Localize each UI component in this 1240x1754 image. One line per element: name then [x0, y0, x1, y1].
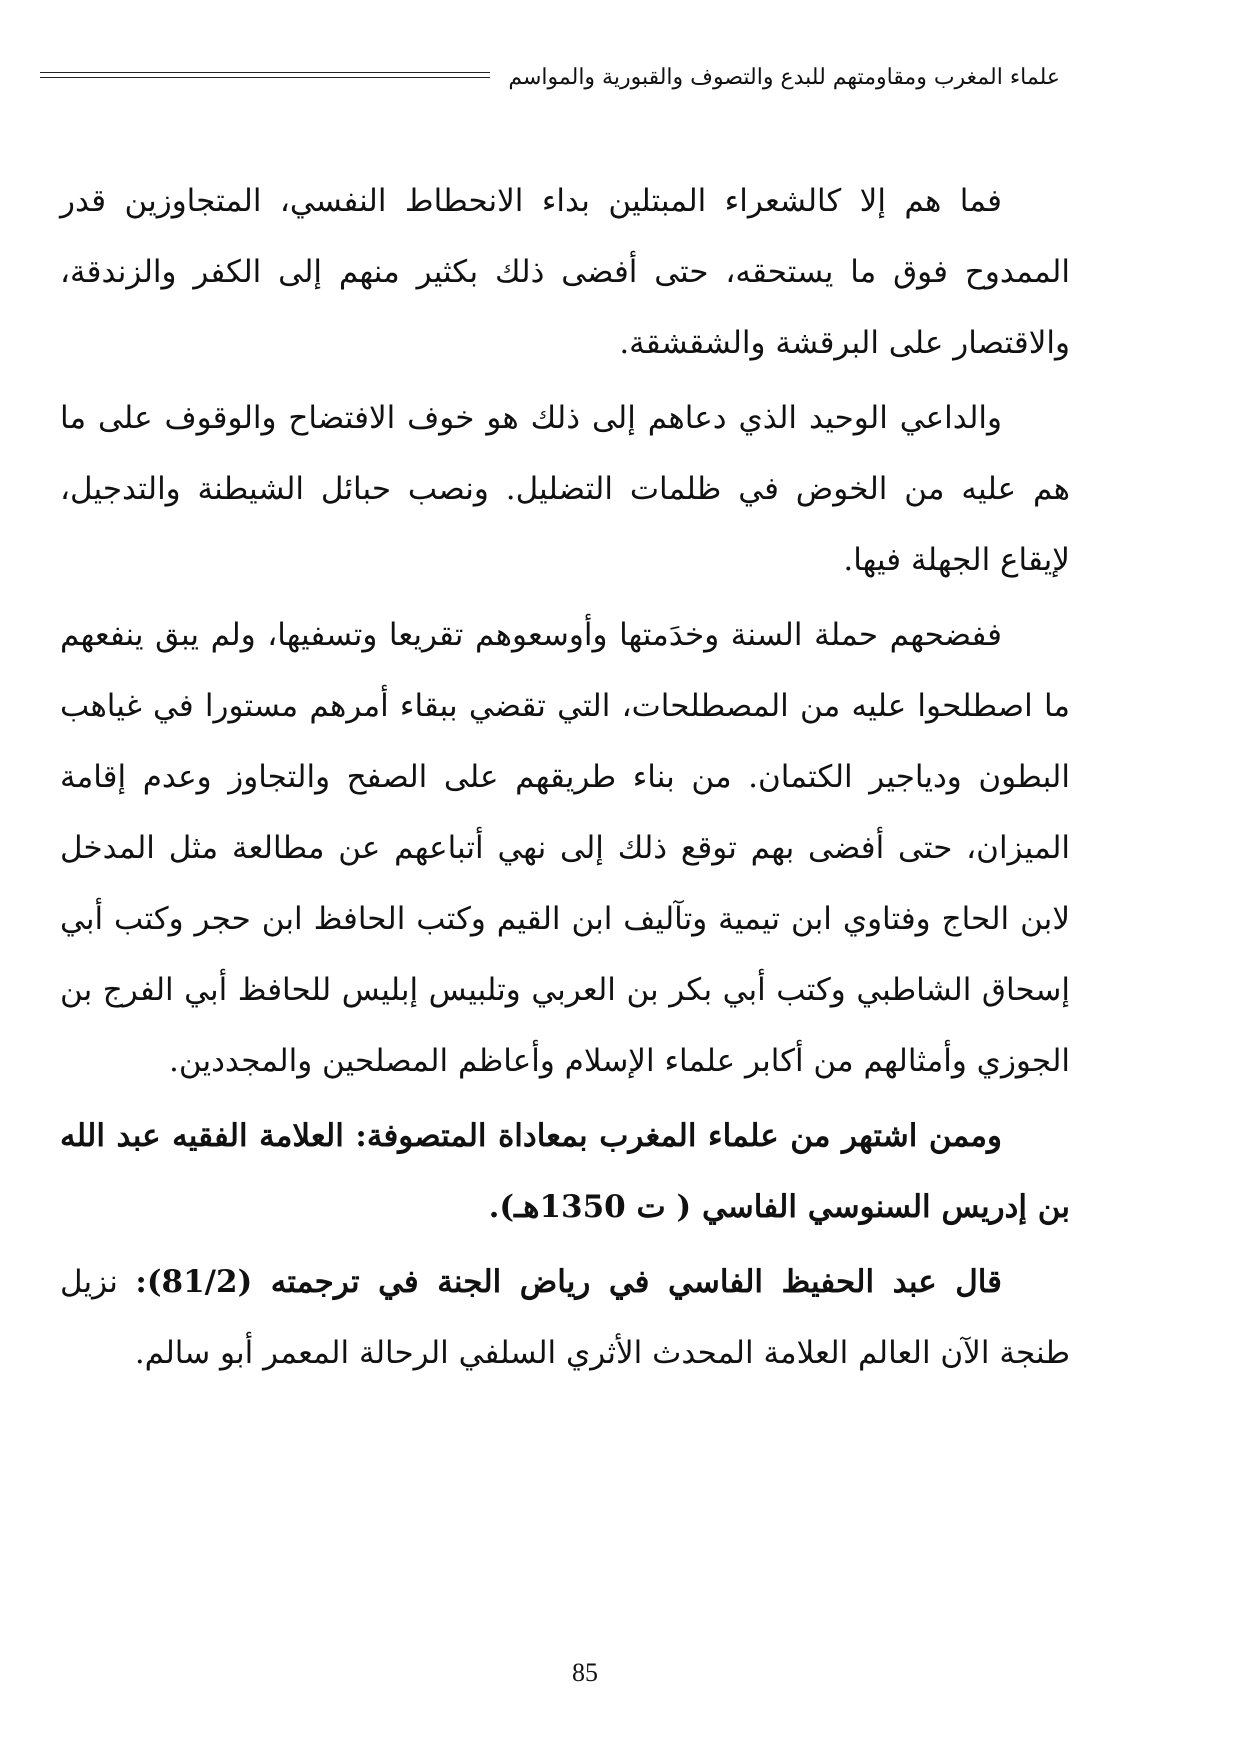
quote-source: قال عبد الحفيظ الفاسي في رياض الجنة في ترجمته (81/2): [135, 1264, 1002, 1300]
running-header [40, 60, 1060, 110]
page-number: 85 [572, 1658, 598, 1687]
paragraph: ففضحهم حملة السنة وخدَمتها وأوسعوهم تقريعا وتسفيها، ولم يبق ينفعهم ما اصطلحوا عليه من المصطلحات، التي تقضي ببقاء أمرهم مستورا في غياهب البطون ودياجير الكتمان. من بناء طريقهم على الصفح والتجاوز وعدم إقامة الميزان، حتى أفضى بهم توقع ذلك إلى نهي أتباعهم عن مطالعة مثل المدخل لابن الحاج وفتاوي ابن تيمية وتآليف ابن القيم وكتب الحافظ ابن حجر وكتب أبي إسحاق الشاطبي وكتب أبي بكر بن العربي وتلبيس إبليس للحافظ أبي الفرج بن الجوزي وأمثالهم من أكابر علماء الإسلام وأعاظم المصلحين والمجددين. [60, 617, 1070, 1079]
quote-text: نزيل طنجة الآن العالم العلامة المحدث الأثري السلفي الرحالة المعمر أبو سالم. [60, 1264, 1070, 1371]
running-header-title: علماء المغرب ومقاومتهم للبدع والتصوف والقبورية والمواسم [508, 65, 1060, 90]
paragraph: فما هم إلا كالشعراء المبتلين بداء الانحطاط النفسي، المتجاوزين قدر الممدوح فوق ما يستحقه، حتى أفضى ذلك بكثير منهم إلى الكفر والزندقة، والاقتصار على البرقشة والشقشقة. [60, 183, 1070, 361]
page-body [60, 166, 1070, 1393]
paragraph: والداعي الوحيد الذي دعاهم إلى ذلك هو خوف الافتضاح والوقوف على ما هم عليه من الخوض في ظلمات التضليل. ونصب حبائل الشيطنة والتدجيل، لإيقاع الجهلة فيها. [60, 400, 1070, 578]
bold-paragraph: وممن اشتهر من علماء المغرب بمعاداة المتصوفة: العلامة الفقيه عبد الله بن إدريس السنوسي الفاسي ( ت 1350هـ). [60, 1118, 1070, 1225]
quote-paragraph [60, 1247, 1070, 1389]
header-rule [40, 72, 490, 78]
